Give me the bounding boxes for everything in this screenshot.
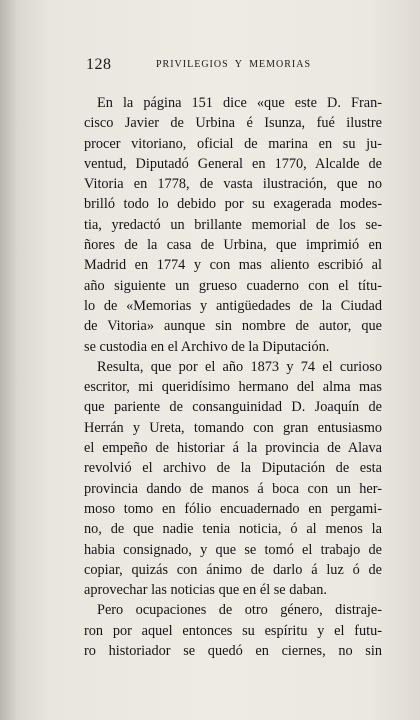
text-line: procer vitoriano, oficial de marina en su ju- — [84, 135, 382, 152]
spine-shadow — [0, 0, 18, 720]
page-header — [86, 56, 386, 74]
text-line: Resulta, que por el año 1873 y 74 el curioso — [97, 358, 382, 375]
text-line: que pariente de consanguinidad D. Joaquín de — [84, 399, 382, 416]
text-line: no, de que nadie tenia noticia, ó al menos la — [84, 521, 382, 538]
text-line: habia consignado, y que se tomó el trabajo de — [84, 541, 382, 558]
text-line: ventud, Diputadó General en 1770, Alcalde de — [84, 155, 382, 172]
text-line: de Vitoria» aunque sin nombre de autor, que — [84, 318, 382, 335]
text-line: Pero ocupaciones de otro género, distraje- — [97, 602, 382, 619]
text-line: tia, yredactó un brillante memorial de los se- — [84, 216, 382, 233]
text-line: copiar, quizás con ánimo de darlo á luz ó de — [84, 561, 382, 578]
text-line: revolvió el archivo de la Diputación de esta — [84, 460, 382, 477]
text-line: lo de «Memorias y antigüedades de la Ciudad — [84, 297, 382, 314]
text-line: moso tomo en fólio encuadernado en pergami- — [84, 500, 382, 517]
text-line: Vitoria en 1778, de vasta ilustración, que no — [84, 176, 382, 193]
text-line: ñores de la casa de Urbina, que imprimió en — [84, 237, 382, 254]
text-line: provincia dando de manos á boca con un her- — [84, 480, 382, 497]
text-line: ron por aquel entonces su espíritu y el futu- — [84, 622, 382, 639]
text-line: brilló todo lo debido por su exagerada modes- — [84, 196, 382, 213]
text-line: Madrid en 1774 y con mas aliento escribió al — [84, 257, 382, 274]
running-head: PRIVILEGIOS Y MEMORIAS — [156, 59, 312, 70]
text-line: ro historiador se quedó en ciernes, no sin — [84, 643, 382, 660]
text-line: año siguiente un grueso cuaderno con el títu- — [84, 277, 382, 294]
text-line: Herrán y Ureta, tomando con gran entusiasmo — [84, 419, 382, 436]
body-text — [84, 93, 382, 661]
text-line: cisco Javier de Urbina é Isunza, fué ilustre — [84, 115, 382, 132]
page-number: 128 — [86, 56, 112, 73]
text-line: escritor, mi queridísimo hermano del alma mas — [84, 379, 382, 396]
text-line: En la página 151 dice «que este D. Fran- — [97, 95, 382, 111]
text-line: se custodia en el Archivo de la Diputación. — [84, 338, 330, 355]
text-line: el empeño de historiar á la provincia de Alava — [84, 440, 382, 457]
text-line: aprovechar las noticias que en él se daban. — [84, 582, 327, 599]
